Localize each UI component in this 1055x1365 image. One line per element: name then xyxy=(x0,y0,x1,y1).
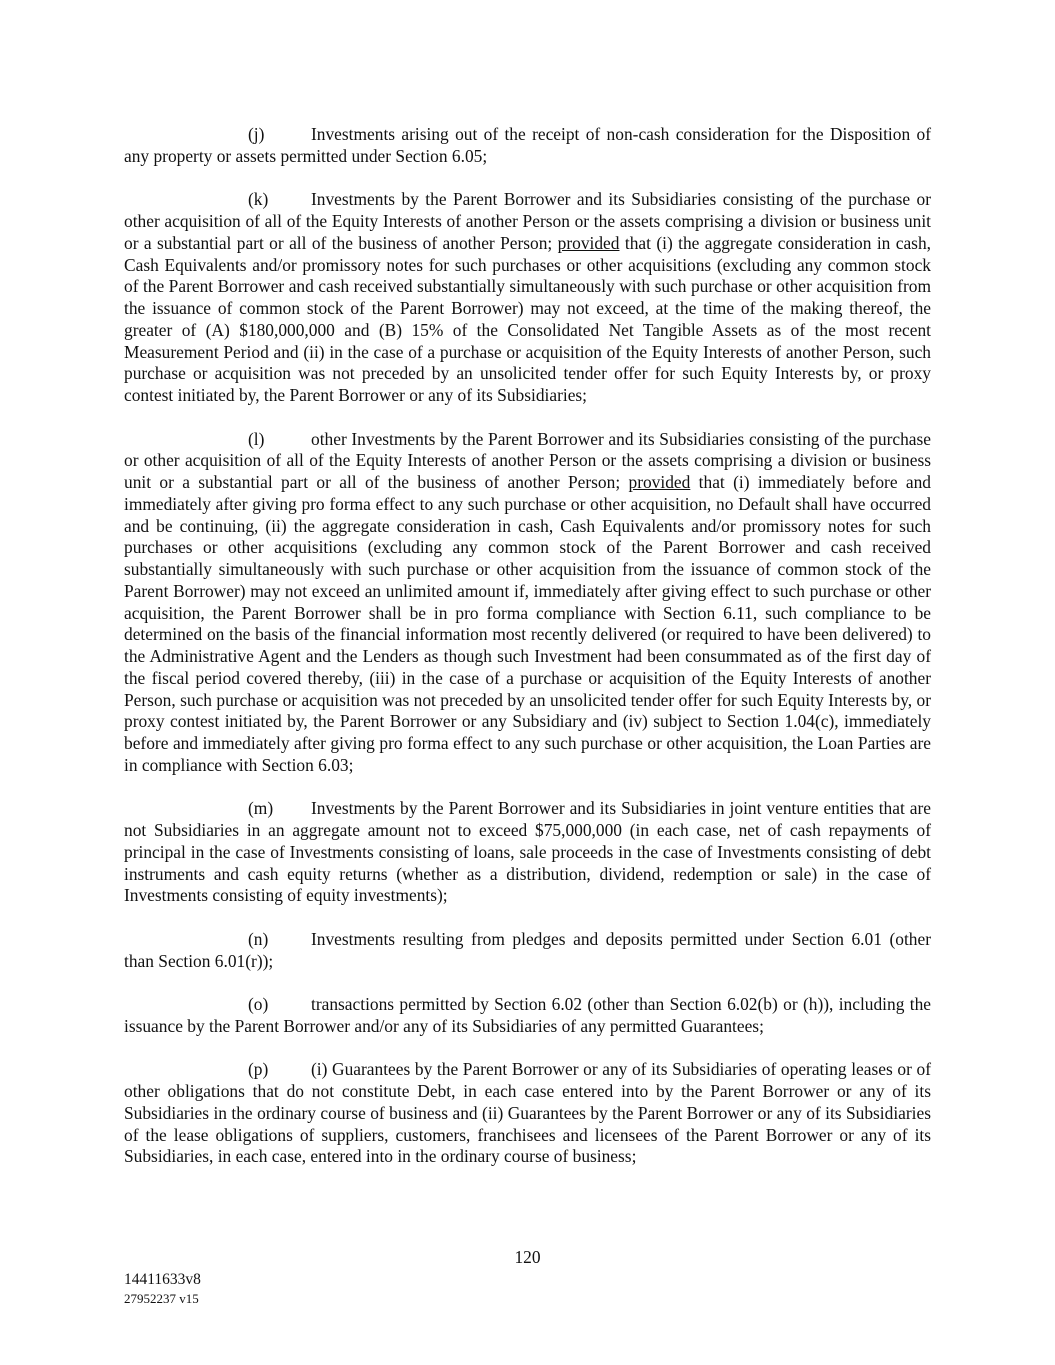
paragraph-l xyxy=(124,429,931,777)
paragraph-n xyxy=(124,929,931,973)
paragraph-p xyxy=(124,1059,931,1168)
paragraph-m xyxy=(124,798,931,907)
clause-text: Investments by the Parent Borrower and its Subsidiaries in joint venture entities that are not Subsidiaries in an aggregate amount not to exceed $75,000,000 (in each case, net of cash repayments of principal in the case of Investments consisting of loans, sale proceeds in the case of Investments consisting of debt instruments and cash equity returns (whether as a distribution, dividend, redemption or sale) in the case of Investments consisting of equity investments); xyxy=(124,798,931,906)
provided-term: provided xyxy=(628,472,691,492)
paragraph-j xyxy=(124,124,931,168)
document-id: 14411633v8 xyxy=(124,1271,201,1288)
clause-label: (k) xyxy=(248,189,269,210)
clause-label: (o) xyxy=(248,994,269,1014)
paragraph-o xyxy=(124,994,931,1038)
paragraph-k xyxy=(124,189,931,407)
clause-text: transactions permitted by Section 6.02 (other than Section 6.02(b) or (h)), including the issuance by the Parent Borrower and/or any of its Subsidiaries of any permitted Guarantees; xyxy=(124,994,931,1036)
clause-text: Investments by the Parent Borrower and its Subsidiaries consisting of the purchase or other acquisition of all of the Equity Interests of another Person or the assets comprising a division or business unit or a substantial part or all of the business of another Person; xyxy=(124,189,931,253)
clause-label: (p) xyxy=(248,1059,269,1080)
clause-label: (n) xyxy=(248,928,269,949)
clause-label: (j) xyxy=(248,124,265,144)
clause-label: (m) xyxy=(248,798,274,819)
clause-text: (i) Guarantees by the Parent Borrower or any of its Subsidiaries of operating leases or of other obligations that do not constitute Debt, in each case entered into by the Parent Borrower or any of its Subsidiaries in the ordinary course of business and (ii) Guarantees by the Parent Borrower or any of its Subsidiaries of the lease obligations of suppliers, customers, franchisees and licensees of the Parent Borrower or any of its Subsidiaries, in each case, entered into in the ordinary course of business; xyxy=(124,1059,931,1167)
page-number: 120 xyxy=(514,1247,541,1267)
clause-text: other Investments by the Parent Borrower and its Subsidiaries consisting of the purchase or other acquisition of all of the Equity Interests of another Person or the assets comprising a division or business unit or a substantial part or all of the business of another Person; xyxy=(124,428,931,492)
clause-text: Investments resulting from pledges and deposits permitted under Section 6.01 (other than Section 6.01(r)); xyxy=(124,928,931,971)
clause-text: Investments arising out of the receipt of non-cash consideration for the Disposition of any property or assets permitted under Section 6.05; xyxy=(124,124,931,166)
clause-text-continued: that (i) the aggregate consideration in cash, Cash Equivalents and/or promissory notes for such purchases or other acquisitions (excluding any common stock of the Parent Borrower and cash received substantially simultaneously with such purchase or other acquisition from the issuance of common stock of the Parent Borrower) may not exceed, at the time of the making thereof, the greater of (A) $180,000,000 and (B) 15% of the Consolidated Net Tangible Assets as of the most recent Measurement Period and (ii) in the case of a purchase or acquisition of the Equity Interests of another Person, such purchase or acquisition was not preceded by an unsolicited tender offer for such Equity Interests by, or proxy contest initiated by, the Parent Borrower or any of its Subsidiaries; xyxy=(124,232,931,405)
document-body xyxy=(124,124,931,1190)
document-id-secondary: 27952237 v15 xyxy=(124,1291,199,1306)
clause-label: (l) xyxy=(248,428,265,449)
provided-term: provided xyxy=(557,232,620,253)
clause-text-continued: that (i) immediately before and immediately after giving pro forma effect to any such purchase or other acquisition, no Default shall have occurred and be continuing, (ii) the aggregate consideration in cash, Cash Equivalents and/or promissory notes for such purchases or other acquisitions (excluding any common stock of the Parent Borrower and cash received substantially simultaneously with such purchase or other acquisition from the issuance of common stock of the Parent Borrower) may not exceed an unlimited amount if, immediately after giving effect to such purchase or other acquisition, the Parent Borrower shall be in pro forma compliance with Section 6.11, such compliance to be determined on the basis of the financial information most recently delivered (or required to have been delivered) to the Administrative Agent and the Lenders as though such Investment had been consummated as of the first day of the fiscal period covered thereby, (iii) in the case of a purchase or acquisition of the Equity Interests of another Person, such purchase or acquisition was not preceded by an unsolicited tender offer for such Equity Interests by, or proxy contest initiated by, the Parent Borrower or any Subsidiary and (iv) subject to Section 1.04(c), immediately before and immediately after giving pro forma effect to any such purchase or other acquisition, the Loan Parties are in compliance with Section 6.03; xyxy=(124,472,931,775)
